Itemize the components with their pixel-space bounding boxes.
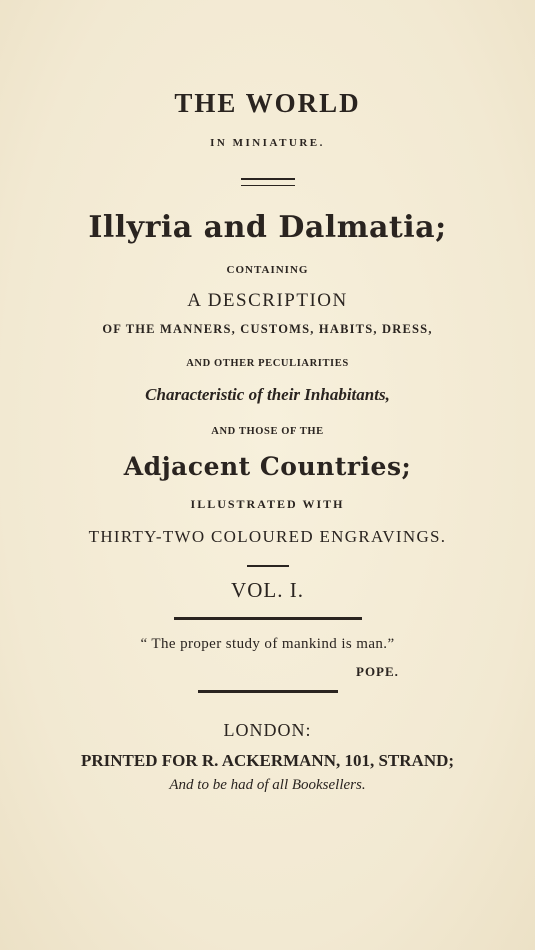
characteristic-line: Characteristic of their Inhabitants, xyxy=(145,385,390,404)
imprint-city: LONDON: xyxy=(223,720,312,740)
book-subtitle: IN MINIATURE. xyxy=(210,137,325,149)
illustrated-line: ILLUSTRATED WITH xyxy=(190,497,345,511)
description-line: A DESCRIPTION xyxy=(187,290,348,311)
ornamental-rule-top xyxy=(241,178,295,186)
imprint-printer: PRINTED FOR R. ACKERMANN, 101, STRAND; xyxy=(80,751,455,770)
peculiarities-line: AND OTHER PECULIARITIES xyxy=(186,358,349,369)
divider-short xyxy=(247,565,289,567)
epigraph-quote: “ The proper study of mankind is man.” xyxy=(140,636,395,652)
divider-long xyxy=(174,617,362,620)
engravings-line: THIRTY-TWO COLOURED ENGRAVINGS. xyxy=(88,527,447,546)
epigraph-author: POPE. xyxy=(356,664,399,679)
imprint-sellers: And to be had of all Booksellers. xyxy=(169,777,366,793)
adjacent-heading: Adjacent Countries; xyxy=(123,452,412,481)
divider-bottom xyxy=(198,690,338,693)
containing-label: CONTAINING xyxy=(226,264,309,276)
main-heading: Illyria and Dalmatia; xyxy=(88,210,447,245)
those-line: AND THOSE OF THE xyxy=(211,426,324,437)
manners-line: OF THE MANNERS, CUSTOMS, HABITS, DRESS, xyxy=(102,322,433,336)
book-title: THE WORLD xyxy=(174,88,361,118)
volume-label: VOL. I. xyxy=(231,578,304,602)
